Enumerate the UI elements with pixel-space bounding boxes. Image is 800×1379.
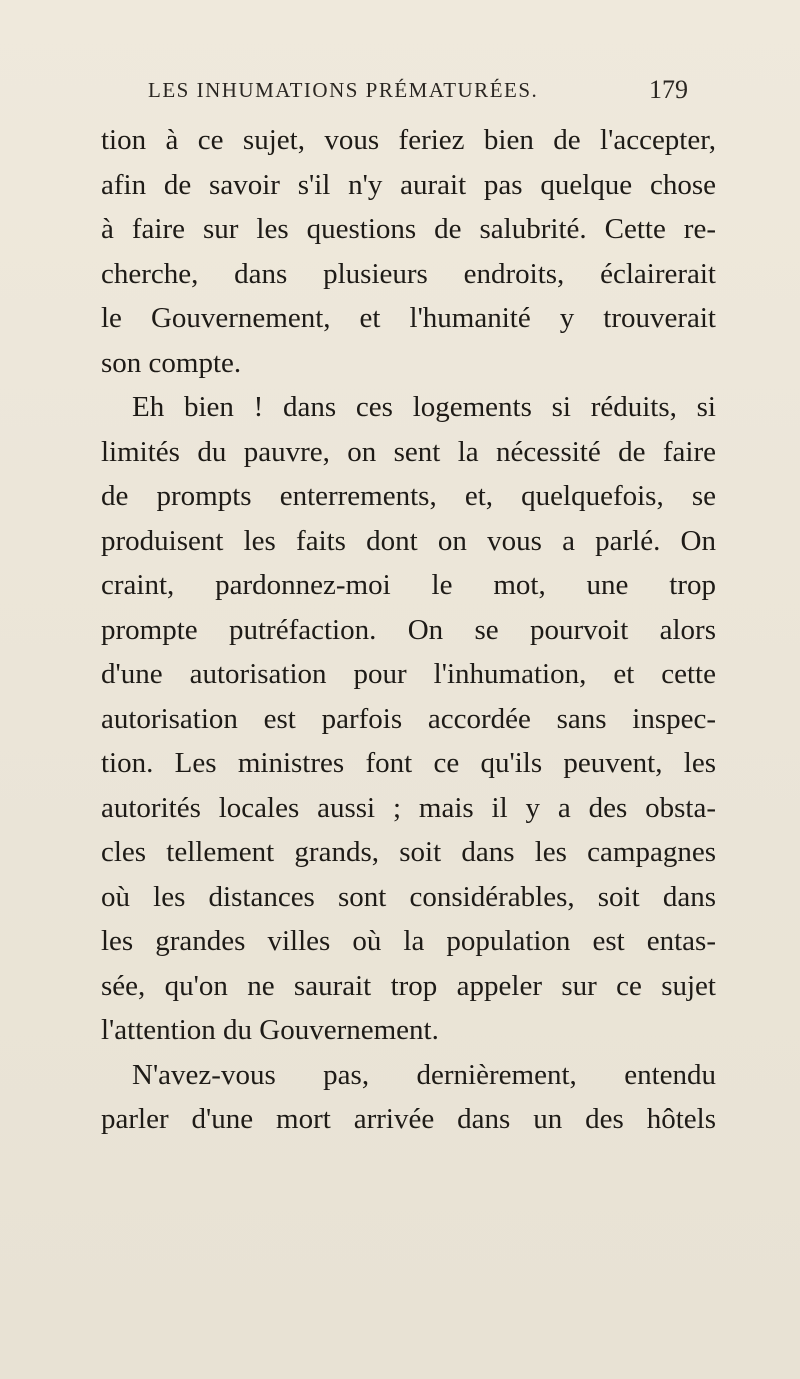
text-line: parler d'une mort arrivée dans un des hôtels bbox=[101, 1103, 716, 1135]
text-line: autorités locales aussi ; mais il y a des obsta- bbox=[101, 791, 716, 824]
text-line: produisent les faits dont on vous a parlé. On bbox=[101, 524, 716, 557]
text-line: où les distances sont considérables, soit dans bbox=[101, 880, 716, 913]
text-line: tion. Les ministres font ce qu'ils peuvent, les bbox=[101, 747, 716, 779]
text-line: N'avez-vous pas, dernièrement, entendu bbox=[132, 1058, 716, 1091]
text-line: craint, pardonnez-moi le mot, une trop bbox=[101, 569, 716, 601]
page-number: 179 bbox=[649, 75, 688, 104]
text-line: les grandes villes où la population est entas- bbox=[101, 925, 716, 957]
text-line: son compte. bbox=[101, 346, 242, 379]
text-line: autorisation est parfois accordée sans inspec- bbox=[101, 702, 716, 735]
text-line: d'une autorisation pour l'inhumation, et cette bbox=[101, 658, 716, 690]
text-line: limités du pauvre, on sent la nécessité de faire bbox=[101, 435, 716, 468]
text-line: sée, qu'on ne saurait trop appeler sur ce sujet bbox=[101, 969, 716, 1002]
running-head bbox=[148, 75, 688, 108]
body-text bbox=[101, 118, 716, 1142]
text-line: cles tellement grands, soit dans les campagnes bbox=[101, 836, 716, 868]
text-line: l'attention du Gouvernement. bbox=[101, 1014, 439, 1046]
text-line: afin de savoir s'il n'y aurait pas quelque chose bbox=[101, 168, 716, 201]
running-head-title: LES INHUMATIONS PRÉMATURÉES. bbox=[148, 78, 539, 102]
text-line: à faire sur les questions de salubrité. Cette re- bbox=[101, 213, 716, 245]
text-line: le Gouvernement, et l'humanité y trouverait bbox=[101, 302, 716, 334]
text-line: Eh bien ! dans ces logements si réduits, si bbox=[132, 391, 716, 423]
text-line: prompte putréfaction. On se pourvoit alors bbox=[101, 613, 716, 646]
text-line: tion à ce sujet, vous feriez bien de l'accepter, bbox=[101, 124, 716, 156]
text-line: cherche, dans plusieurs endroits, éclairerait bbox=[101, 257, 716, 290]
text-line: de prompts enterrements, et, quelquefois, se bbox=[101, 480, 716, 512]
